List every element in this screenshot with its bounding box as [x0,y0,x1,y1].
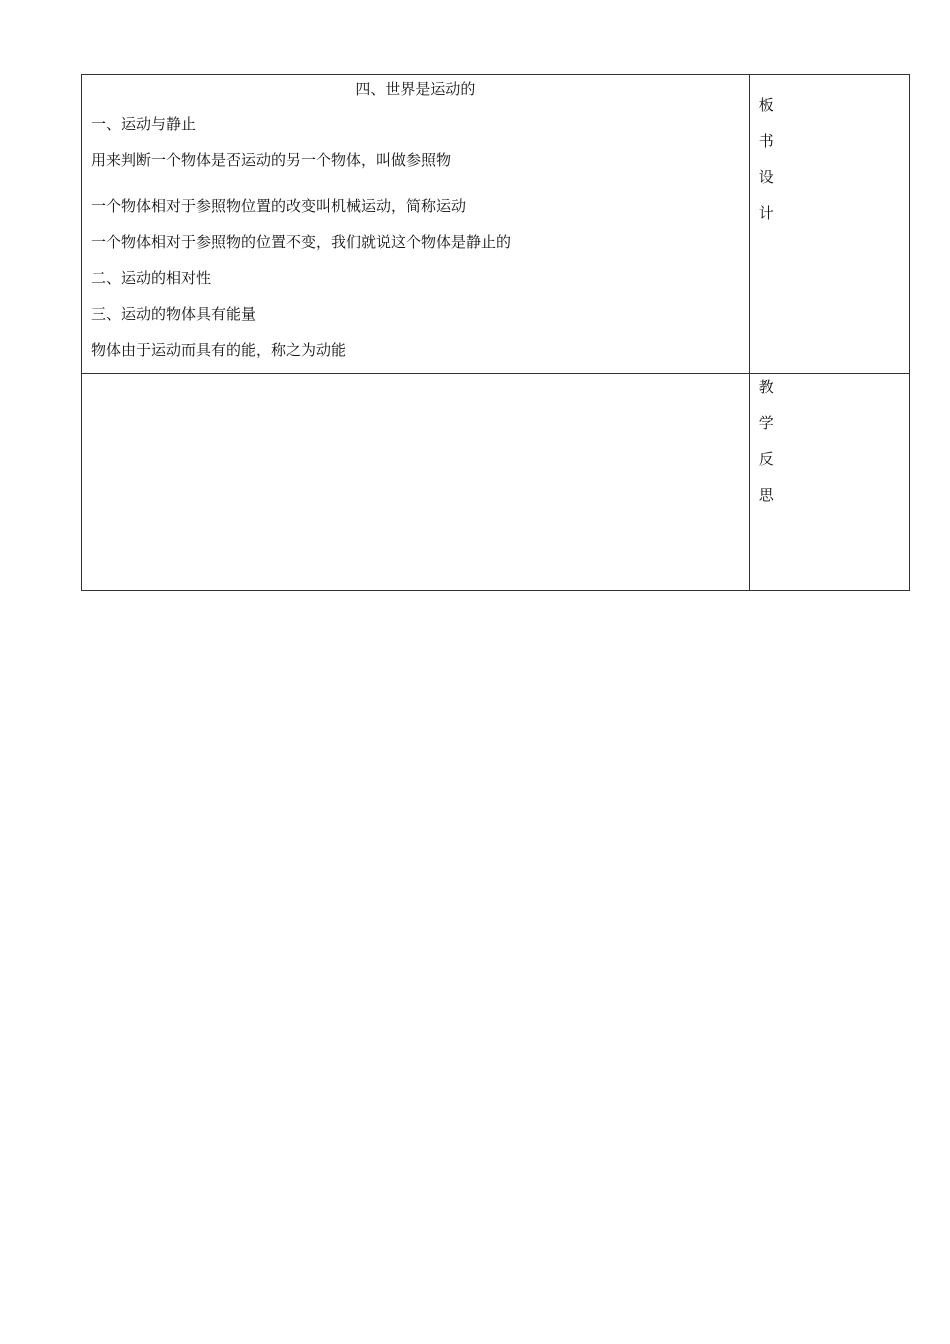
board-line: 二、运动的相对性 [91,269,212,287]
board-line: 物体由于运动而具有的能，称之为动能 [91,341,347,359]
teaching-reflection-row [82,374,910,591]
side-label-char: 书 [758,132,774,150]
board-title: 四、世界是运动的 [355,80,476,98]
side-label-char: 板 [758,96,774,114]
teaching-reflection-label-cell [749,374,909,591]
lesson-table [81,74,910,591]
teaching-reflection-content [82,374,750,591]
board-line: 三、运动的物体具有能量 [91,305,257,323]
board-line: 一个物体相对于参照物位置的改变叫机械运动，简称运动 [91,197,467,215]
side-label-char: 反 [758,450,774,468]
board-line: 一、运动与静止 [91,115,197,133]
board-design-content [82,75,750,374]
board-line: 用来判断一个物体是否运动的另一个物体，叫做参照物 [91,151,452,169]
side-label-char: 教 [758,378,774,396]
side-label-char: 设 [758,168,774,186]
side-label-char: 思 [758,486,774,504]
side-label-char: 学 [758,414,774,432]
board-design-label-cell [749,75,909,374]
board-design-row [82,75,910,374]
board-line: 一个物体相对于参照物的位置不变，我们就说这个物体是静止的 [91,233,512,251]
side-label-char: 计 [758,204,774,222]
